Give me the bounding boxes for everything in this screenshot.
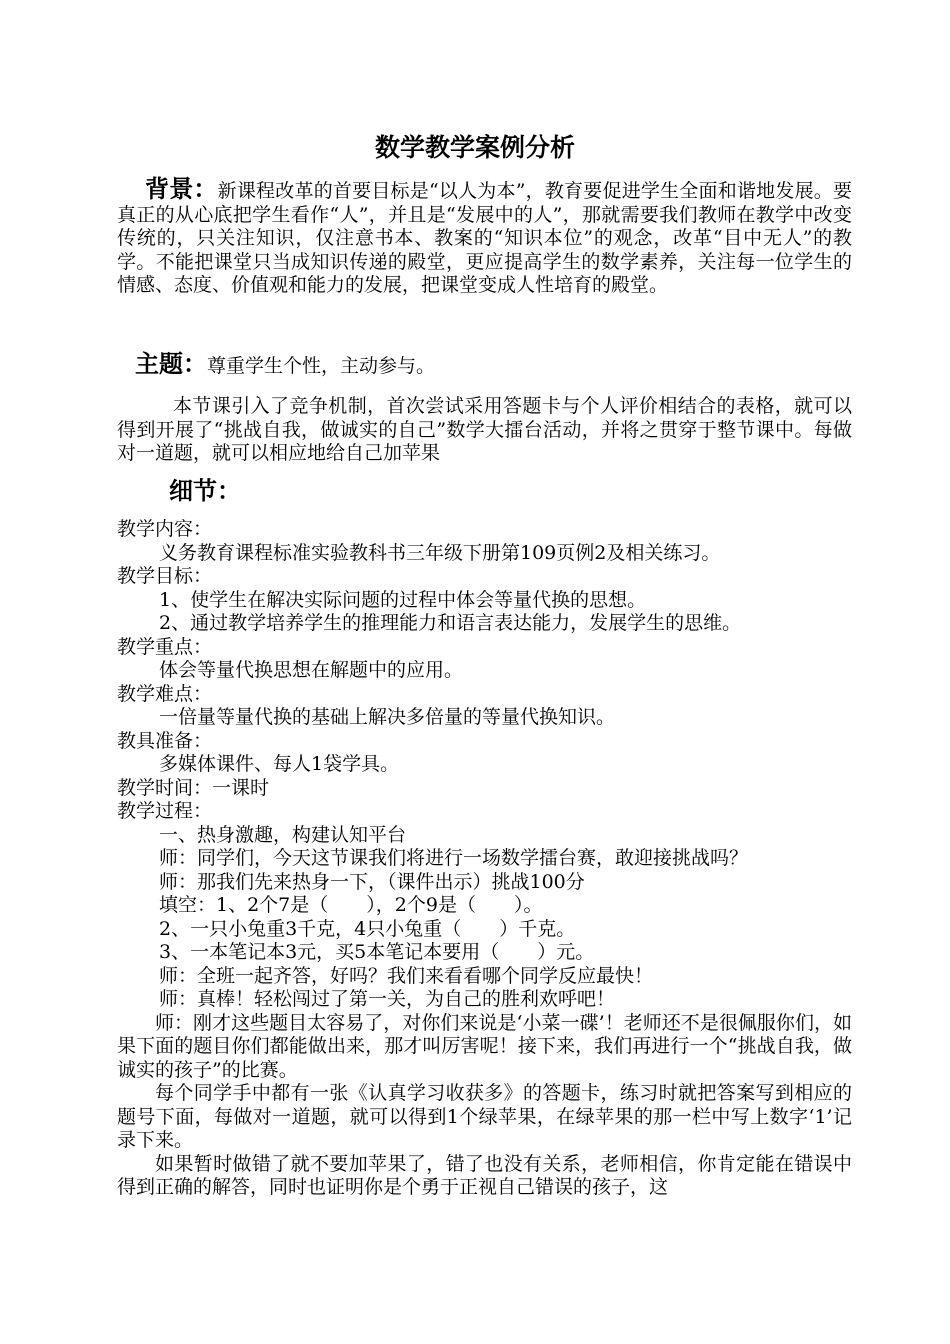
details-heading-block <box>117 477 852 506</box>
detail-line: 2、一只小兔重3千克，4只小兔重（ ）千克。 <box>159 917 576 940</box>
detail-line: 一倍量等量代换的基础上解决多倍量的等量代换知识。 <box>159 706 616 728</box>
detail-line: 师：那我们先来热身一下，（课件出示）挑战100分 <box>159 870 585 893</box>
details-heading: 细节： <box>169 477 241 505</box>
intro-section <box>117 395 852 466</box>
intro-text: 本节课引入了竞争机制，首次尝试采用答题卡与个人评价相结合的表格，就可以得到开展了“挑战自我，做诚实的自己”数学大擂台活动，并将之贯穿于整节课中。每做对一道题，就可以相应地给自己加苹果 <box>117 395 852 464</box>
details-section <box>117 518 852 1200</box>
theme-text: 尊重学生个性，主动参与。 <box>207 355 436 377</box>
theme-section <box>117 350 852 379</box>
document-title: 数学教学案例分析 <box>374 133 575 162</box>
background-text: 新课程改革的首要目标是“以人为本”，教育要促进学生全面和谐地发展。要真正的从心底把学生看作“人”，并且是“发展中的人”，那就需要我们教师在教学中改变传统的，只关注知识，仅注意书本、教案的“知识本位”的观念，改革“目中无人”的教学。不能把课堂只当成知识传递的殿堂，更应提高学生的数学素养，关注每一位学生的情感、态度、价值观和能力的发展，把课堂变成人性培育的殿堂。 <box>117 180 853 296</box>
detail-line: 3、一本笔记本3元，买5本笔记本要用（ ）元。 <box>159 941 595 963</box>
detail-line: 一、热身激趣，构建认知平台 <box>159 823 407 846</box>
detail-paragraph: 每个同学手中都有一张《认真学习收获多》的答题卡，练习时就把答案写到相应的题号下面，每做对一道题，就可以得到1个绿苹果，在绿苹果的那一栏中写上数字‘1’记录下来。 <box>117 1082 852 1151</box>
detail-heading-line: 教学时间：一课时 <box>117 776 270 799</box>
detail-heading-line: 教具准备： <box>117 729 213 752</box>
detail-heading-line: 教学重点： <box>117 635 213 658</box>
detail-line: 师：真棒！轻松闯过了第一关，为自己的胜利欢呼吧！ <box>159 988 616 1010</box>
theme-heading: 主题： <box>135 350 207 378</box>
detail-line: 体会等量代换思想在解题中的应用。 <box>159 659 464 681</box>
detail-line: 师：同学们，今天这节课我们将进行一场数学擂台赛，敢迎接挑战吗？ <box>159 847 749 869</box>
detail-line: 2、通过教学培养学生的推理能力和语言表达能力，发展学生的思维。 <box>159 612 742 634</box>
detail-heading-line: 教学过程： <box>117 800 213 822</box>
detail-heading-line: 教学内容： <box>117 518 213 540</box>
detail-line: 填空：1、2个7是（ ），2个9是（ ）。 <box>159 894 543 916</box>
detail-paragraph: 师：刚才这些题目太容易了，对你们来说是‘小菜一碟’！老师还不是很佩服你们，如果下面的题目你们都能做出来，那才叫厉害呢！接下来，我们再进行一个“挑战自我，做诚实的孩子”的比赛。 <box>117 1011 852 1081</box>
detail-line: 义务教育课程标准实验教科书三年级下册第109页例2及相关练习。 <box>159 541 721 564</box>
detail-line: 多媒体课件、每人1袋学具。 <box>159 753 400 775</box>
detail-line: 师：全班一起齐答，好吗？我们来看看哪个同学反应最快！ <box>159 964 654 987</box>
background-section <box>117 175 853 298</box>
background-heading: 背景： <box>145 175 218 203</box>
detail-heading-line: 教学难点： <box>117 682 213 705</box>
detail-line: 1、使学生在解决实际问题的过程中体会等量代换的思想。 <box>159 588 647 611</box>
detail-paragraph: 如果暂时做错了就不要加苹果了，错了也没有关系，老师相信，你肯定能在错误中得到正确的解答，同时也证明你是个勇于正视自己错误的孩子，这 <box>117 1152 852 1198</box>
detail-heading-line: 教学目标： <box>117 565 213 587</box>
